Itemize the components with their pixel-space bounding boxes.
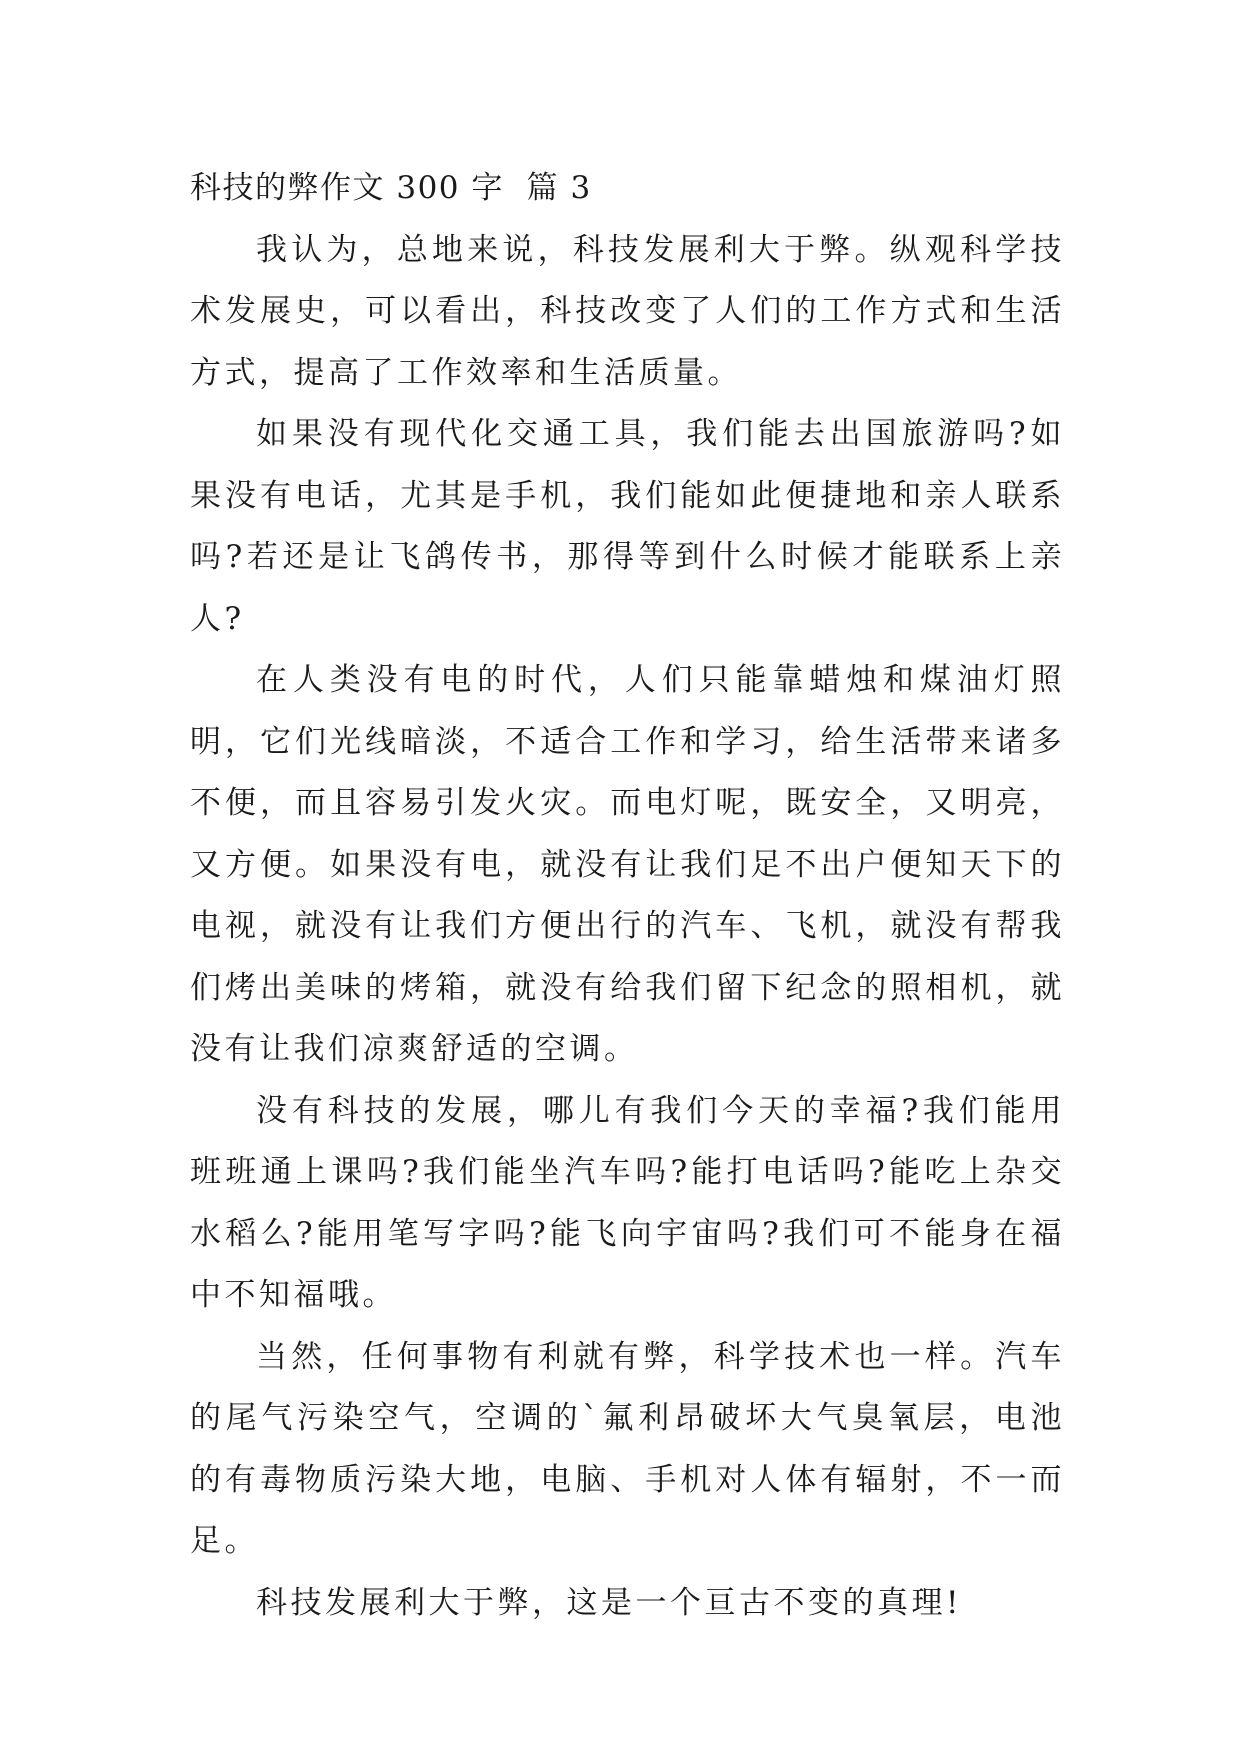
paragraph-5: 当然，任何事物有利就有弊，科学技术也一样。汽车的尾气污染空气，空调的`氟利昂破坏大气臭氧层，电池的有毒物质污染大地，电脑、手机对人体有辐射，不一而足。: [190, 1338, 1065, 1559]
paragraph-1: 我认为，总地来说，科技发展利大于弊。纵观科学技术发展史，可以看出，科技改变了人们的工作方式和生活方式，提高了工作效率和生活质量。: [190, 231, 1065, 391]
paragraph-3: 在人类没有电的时代，人们只能靠蜡烛和煤油灯照明，它们光线暗淡，不适合工作和学习，给生活带来诸多不便，而且容易引发火灾。而电灯呢，既安全，又明亮，又方便。如果没有电，就没有让我们足不出户便知天下的电视，就没有让我们方便出行的汽车、飞机，就没有帮我们烤出美味的烤箱，就没有给我们留下纪念的照相机，就没有让我们凉爽舒适的空调。: [190, 662, 1065, 1067]
document-title: 科技的弊作文 300 字 篇 3: [190, 170, 592, 206]
document-body: [190, 158, 1065, 1634]
paragraph-4: 没有科技的发展，哪儿有我们今天的幸福?我们能用班班通上课吗?我们能坐汽车吗?能打电话吗?能吃上杂交水稻么?能用笔写字吗?能飞向宇宙吗?我们可不能身在福中不知福哦。: [190, 1092, 1065, 1313]
paragraph-2: 如果没有现代化交通工具，我们能去出国旅游吗?如果没有电话，尤其是手机，我们能如此便捷地和亲人联系吗?若还是让飞鸽传书，那得等到什么时候才能联系上亲人?: [190, 416, 1065, 637]
paragraph-6: 科技发展利大于弊，这是一个亘古不变的真理!: [256, 1584, 962, 1621]
